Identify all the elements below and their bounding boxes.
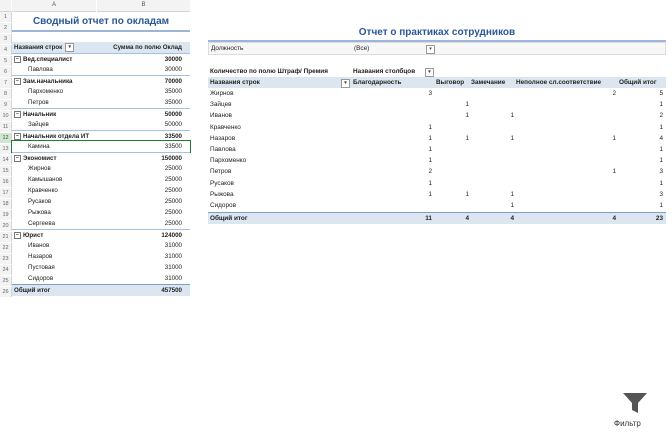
employee-name: Сергеева [28, 220, 56, 227]
col-header-gratitude: Благодарность [353, 79, 402, 86]
practices-row-labels-header: Названия строк [210, 79, 260, 86]
values-field-label: Количество по полю Штраф/ Премия [210, 68, 328, 75]
employee-row[interactable] [12, 196, 190, 207]
column-labels-label: Названия столбцов [353, 68, 416, 75]
salary-value: 25000 [164, 209, 182, 216]
position-filter-value[interactable]: (Все) [354, 45, 370, 52]
employee-name: Зайцев [28, 121, 49, 128]
salary-value: 35000 [164, 88, 182, 95]
employee-row[interactable] [12, 251, 190, 262]
column-labels-dropdown-icon[interactable]: ▾ [425, 68, 434, 77]
practices-row-labels-dropdown-icon[interactable]: ▾ [341, 79, 350, 88]
employee-practice-row[interactable] [208, 200, 666, 211]
row-header[interactable]: 23 [0, 254, 12, 264]
employee-practice-row[interactable] [208, 133, 666, 144]
group-label: Экономист [23, 155, 57, 162]
salary-header-row [12, 42, 190, 53]
employee-name: Рыжова [28, 209, 51, 216]
count-cell: 1 [510, 134, 514, 142]
count-cell: 1 [659, 179, 663, 187]
salary-value: 31000 [164, 264, 182, 271]
collapse-icon[interactable]: − [14, 56, 21, 63]
count-cell: 1 [612, 134, 616, 142]
collapse-icon[interactable]: − [14, 133, 21, 140]
employee-practice-row[interactable] [208, 155, 666, 166]
count-cell: 3 [428, 90, 432, 97]
employee-row[interactable] [12, 262, 190, 273]
employee-row[interactable] [12, 86, 190, 97]
count-cell: 2 [659, 112, 663, 120]
row-header[interactable]: 12 [0, 133, 12, 143]
row-header[interactable]: 3 [0, 34, 12, 44]
employee-row[interactable] [12, 141, 190, 152]
employee-row[interactable] [12, 273, 190, 284]
row-header[interactable]: 15 [0, 166, 12, 176]
employee-name: Иванов [210, 112, 232, 120]
salary-report-title: Сводный отчет по окладам [12, 14, 190, 32]
collapse-icon[interactable]: − [14, 111, 21, 118]
salary-value: 25000 [164, 165, 182, 172]
count-cell: 1 [659, 157, 663, 165]
count-cell: 1 [510, 202, 514, 209]
employee-name: Иванов [28, 242, 50, 249]
row-header[interactable]: 6 [0, 67, 12, 77]
count-cell: 1 [659, 202, 663, 209]
salary-value: 25000 [164, 220, 182, 227]
count-cell: 1 [659, 146, 663, 153]
count-cell: 2 [612, 90, 616, 97]
salary-value: 33500 [164, 143, 182, 150]
row-header[interactable]: 4 [0, 45, 12, 55]
column-header-a[interactable]: A [12, 0, 96, 12]
count-cell: 1 [428, 190, 432, 198]
employee-row[interactable] [12, 119, 190, 130]
employee-name: Жирнов [210, 90, 234, 97]
count-cell: 1 [510, 112, 514, 120]
count-cell: 1 [428, 146, 432, 153]
salary-value: 50000 [164, 121, 182, 128]
employee-row[interactable] [12, 64, 190, 75]
row-header[interactable]: 2 [0, 23, 12, 33]
collapse-icon[interactable]: − [14, 232, 21, 239]
total-grand: 23 [655, 215, 663, 222]
row-header[interactable]: 19 [0, 210, 12, 220]
employee-row[interactable] [12, 218, 190, 229]
employee-name: Камышанов [28, 176, 63, 183]
practices-report-title: Отчет о практиках сотрудников [208, 26, 666, 42]
count-cell: 1 [428, 123, 432, 131]
employee-name: Рыжова [210, 190, 234, 198]
collapse-icon[interactable]: − [14, 155, 21, 162]
row-header[interactable]: 26 [0, 287, 12, 297]
col-header-remark: Замечание [471, 79, 506, 86]
row-header[interactable]: 17 [0, 188, 12, 198]
position-filter-row [208, 42, 666, 55]
salary-value: 31000 [164, 242, 182, 249]
employee-row[interactable] [12, 240, 190, 251]
group-label: Зам.начальника [23, 78, 73, 85]
row-header[interactable]: 21 [0, 232, 12, 242]
corner-cell[interactable] [0, 0, 11, 12]
row-header[interactable]: 9 [0, 100, 12, 110]
employee-practice-row[interactable] [208, 110, 666, 121]
row-header[interactable]: 8 [0, 89, 12, 99]
employee-practice-row[interactable] [208, 178, 666, 189]
employee-name: Русаков [28, 198, 52, 205]
count-cell: 5 [659, 90, 663, 97]
row-header[interactable]: 7 [0, 78, 12, 88]
employee-name: Кравченко [210, 123, 241, 131]
row-header[interactable]: 22 [0, 243, 12, 253]
col-header-reprimand: Выговор [436, 79, 465, 86]
employee-row[interactable] [12, 185, 190, 196]
row-labels-dropdown-icon[interactable]: ▾ [65, 43, 74, 52]
position-filter-label: Должность [211, 45, 244, 52]
salary-value: 33500 [164, 133, 182, 140]
employee-practice-row[interactable] [208, 122, 666, 133]
group-label: Вед.специалист [23, 56, 73, 63]
count-cell: 1 [510, 190, 514, 198]
count-cell: 1 [428, 179, 432, 187]
count-cell: 1 [465, 190, 469, 198]
employee-name: Жирнов [28, 165, 51, 172]
employee-row[interactable] [12, 163, 190, 174]
salary-total-label: Общий итог [14, 287, 51, 294]
collapse-icon[interactable]: − [14, 78, 21, 85]
employee-name: Пустовая [28, 264, 55, 271]
group-label: Начальник отдела ИТ [23, 133, 90, 140]
salary-value: 150000 [161, 155, 182, 162]
row-header[interactable]: 18 [0, 199, 12, 209]
salary-value: 31000 [164, 253, 182, 260]
employee-name: Пархоменко [210, 157, 247, 165]
employee-name: Сидоров [210, 202, 236, 209]
count-cell: 1 [465, 112, 469, 120]
total-remark: 4 [510, 215, 514, 222]
count-cell: 1 [428, 134, 432, 142]
salary-value: 35000 [164, 99, 182, 106]
practices-total-label: Общий итог [210, 215, 248, 222]
employee-name: Павлова [210, 146, 236, 153]
row-labels-header: Названия строк [14, 44, 63, 51]
salary-value: 50000 [164, 111, 182, 118]
salary-total-row[interactable] [12, 284, 190, 296]
employee-name: Русаков [210, 179, 234, 187]
row-header[interactable]: 10 [0, 111, 12, 121]
employee-practice-row[interactable] [208, 166, 666, 177]
col-header-grand-total: Общий итог [619, 79, 657, 86]
count-cell: 4 [659, 134, 663, 142]
col-header-inadequacy: Неполное сл.соответствие [516, 79, 602, 86]
count-cell: 3 [659, 190, 663, 198]
employee-practice-row[interactable] [208, 189, 666, 200]
group-label: Начальник [23, 111, 57, 118]
employee-practice-row[interactable] [208, 144, 666, 155]
group-label: Юрист [23, 232, 44, 239]
count-cell: 1 [465, 101, 469, 109]
employee-name: Зайцев [210, 101, 232, 109]
row-header[interactable]: 5 [0, 56, 12, 66]
position-filter-dropdown-icon[interactable]: ▾ [426, 45, 435, 54]
employee-name: Кравченко [28, 187, 58, 194]
employee-name: Петров [210, 168, 232, 176]
salary-value: 30000 [164, 56, 182, 63]
count-cell: 1 [659, 123, 663, 131]
pivot-values-row [208, 66, 666, 77]
salary-value: 25000 [164, 176, 182, 183]
total-inadequacy: 4 [612, 215, 616, 222]
employee-name: Петров [28, 99, 49, 106]
count-cell: 1 [612, 168, 616, 176]
employee-name: Камина [28, 143, 50, 150]
count-cell: 1 [428, 157, 432, 165]
row-header[interactable]: 11 [0, 122, 12, 132]
salary-total-value: 457500 [161, 287, 182, 294]
employee-name: Сидоров [28, 275, 54, 282]
employee-row[interactable] [12, 207, 190, 218]
count-cell: 1 [659, 101, 663, 109]
practices-header-row [208, 77, 666, 88]
salary-value: 30000 [164, 66, 182, 73]
row-header[interactable]: 1 [0, 12, 12, 22]
employee-practice-row[interactable] [208, 99, 666, 110]
count-cell: 1 [465, 134, 469, 142]
salary-value: 124000 [161, 232, 182, 239]
funnel-icon[interactable] [621, 390, 649, 416]
row-header[interactable]: 14 [0, 155, 12, 165]
count-cell: 3 [659, 168, 663, 176]
row-header[interactable]: 24 [0, 265, 12, 275]
row-header[interactable]: 13 [0, 144, 12, 154]
filter-button-label[interactable]: Фильтр [614, 419, 641, 428]
salary-value: 70000 [164, 78, 182, 85]
column-header-b[interactable]: B [97, 0, 190, 12]
salary-value: 25000 [164, 198, 182, 205]
sum-header: Сумма по полю Оклад [113, 44, 182, 51]
salary-value: 25000 [164, 187, 182, 194]
employee-row[interactable] [12, 174, 190, 185]
employee-name: Назаров [28, 253, 53, 260]
employee-name: Павлова [28, 66, 53, 73]
employee-row[interactable] [12, 97, 190, 108]
total-gratitude: 11 [425, 215, 432, 222]
row-header[interactable]: 16 [0, 177, 12, 187]
employee-practice-row[interactable] [208, 88, 666, 99]
salary-value: 31000 [164, 275, 182, 282]
total-reprimand: 4 [465, 215, 469, 222]
practices-total-row[interactable] [208, 212, 666, 224]
employee-name: Назаров [210, 134, 236, 142]
employee-name: Пархоменко [28, 88, 64, 95]
count-cell: 2 [428, 168, 432, 176]
row-header[interactable]: 25 [0, 276, 12, 286]
row-header[interactable]: 20 [0, 221, 12, 231]
